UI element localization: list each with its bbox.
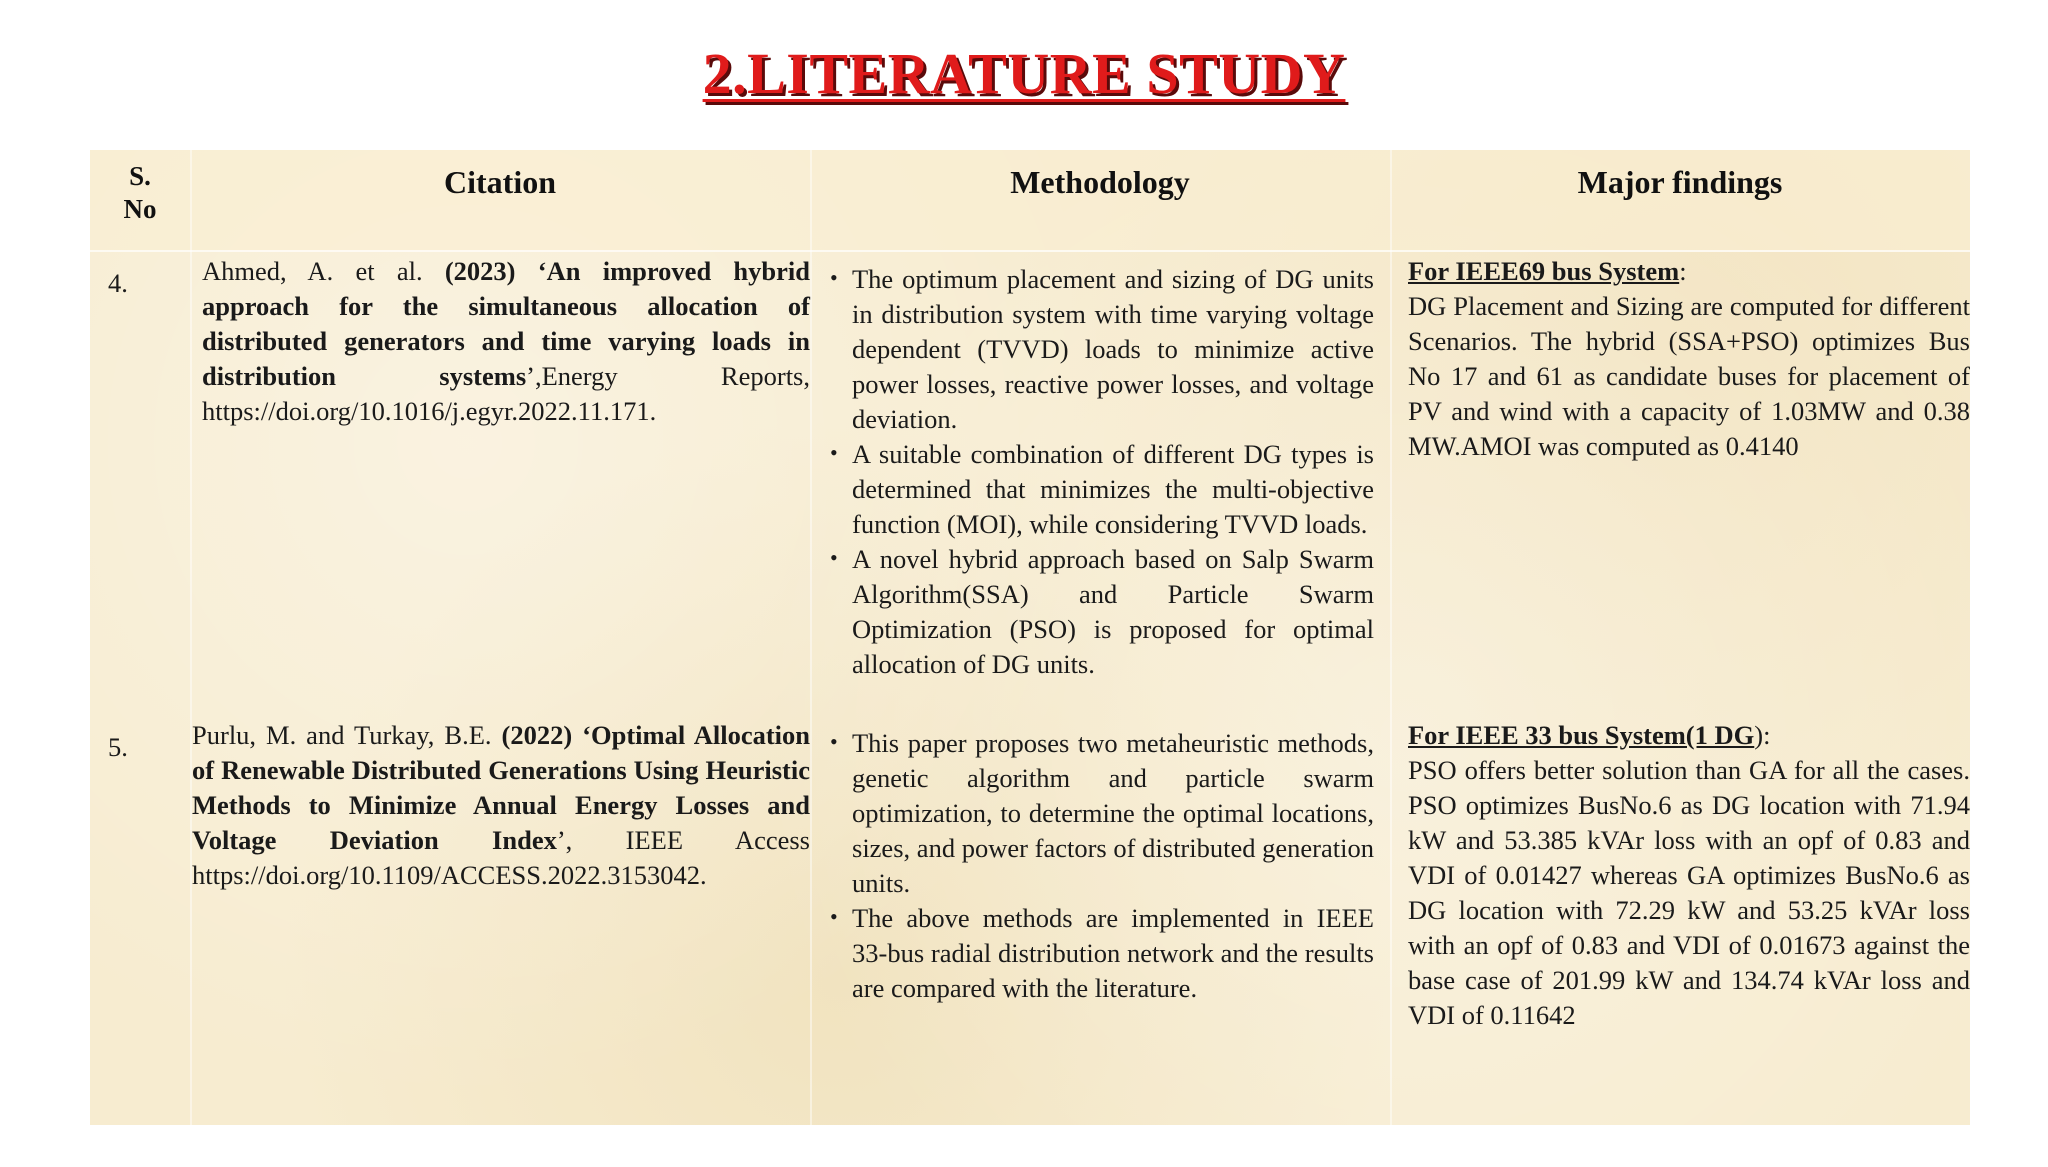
findings-cell — [1408, 254, 1970, 464]
citation-journal: ’,Energy Reports, — [526, 361, 810, 391]
methodology-item: • The above methods are implemented in IEEE 33-bus radial distribution network and the results are compared with the literature. — [830, 901, 1374, 1006]
page-title: 2.LITERATURE STUDY — [702, 41, 1346, 106]
column-divider — [1390, 150, 1392, 1125]
methodology-item: • The optimum placement and sizing of DG units in distribution system with time varying voltage dependent (TVVD) loads to minimize active power losses, reactive power losses, and voltage deviation. — [830, 262, 1374, 437]
citation-journal: ’, IEEE Access — [556, 825, 810, 855]
findings-heading: For IEEE 33 bus System(1 DG — [1408, 720, 1755, 750]
row-number: 4. — [108, 268, 128, 298]
methodology-cell — [830, 726, 1374, 1006]
citation-title: ‘An improved hybrid approach for the simultaneous allocation of distributed generators and time varying loads in distribution systems — [202, 256, 811, 391]
citation-authors: Ahmed, A. et al. — [202, 256, 423, 286]
header-findings: Major findings — [1577, 164, 1783, 200]
header-sno-line2: No — [123, 194, 157, 224]
findings-text: PSO offers better solution than GA for all the cases. PSO optimizes BusNo.6 as DG location with 71.94 kW and 53.385 kVAr loss with an opf of 0.83 and VDI of 0.01427 whereas GA optimizes BusNo.6 as DG location with 72.29 kW and 53.25 kVAr loss with an opf of 0.83 and VDI of 0.01673 against the base case of 201.99 kW and 134.74 kVAr loss and VDI of 0.11642 — [1408, 755, 1970, 1030]
citation-title: ‘Optimal Allocation of Renewable Distributed Generations Using Heuristic Methods to Minimize Annual Energy Losses and Voltage Deviation Index — [192, 720, 811, 855]
literature-table — [90, 150, 1970, 1125]
citation-doi: https://doi.org/10.1109/ACCESS.2022.3153042. — [192, 860, 707, 890]
citation-year: (2022) — [501, 720, 573, 750]
findings-cell — [1408, 718, 1970, 1033]
findings-heading-suffix: : — [1679, 256, 1687, 286]
header-citation: Citation — [444, 164, 556, 200]
citation-doi: https://doi.org/10.1016/j.egyr.2022.11.171. — [202, 396, 657, 426]
header-methodology: Methodology — [1010, 164, 1190, 200]
methodology-item: • A novel hybrid approach based on Salp Swarm Algorithm(SSA) and Particle Swarm Optimization (PSO) is proposed for optimal allocation of DG units. — [830, 542, 1374, 682]
methodology-list — [830, 262, 1374, 682]
header-sno — [90, 160, 190, 260]
citation-cell — [192, 718, 810, 893]
findings-heading: For IEEE69 bus System — [1408, 256, 1680, 286]
column-divider — [190, 150, 192, 1125]
methodology-cell — [830, 262, 1374, 682]
citation-cell — [202, 254, 810, 429]
header-sno-line1: S. — [129, 161, 151, 191]
findings-text: DG Placement and Sizing are computed for different Scenarios. The hybrid (SSA+PSO) optimizes Bus No 17 and 61 as candidate buses for placement of PV and wind with a capacity of 1.03MW and 0.38 MW.AMOI was computed as 0.4140 — [1408, 291, 1970, 461]
row-number: 5. — [108, 732, 128, 762]
methodology-item: • This paper proposes two metaheuristic methods, genetic algorithm and particle swarm optimization, to determine the optimal locations, sizes, and power factors of distributed generation units. — [830, 726, 1374, 901]
citation-year: (2023) — [444, 256, 516, 286]
findings-heading-suffix: ): — [1754, 720, 1771, 750]
methodology-item: • A suitable combination of different DG types is determined that minimizes the multi-objective function (MOI), while considering TVVD loads. — [830, 437, 1374, 542]
methodology-list — [830, 726, 1374, 1006]
column-divider — [810, 150, 812, 1125]
citation-authors: Purlu, M. and Turkay, B.E. — [192, 720, 492, 750]
